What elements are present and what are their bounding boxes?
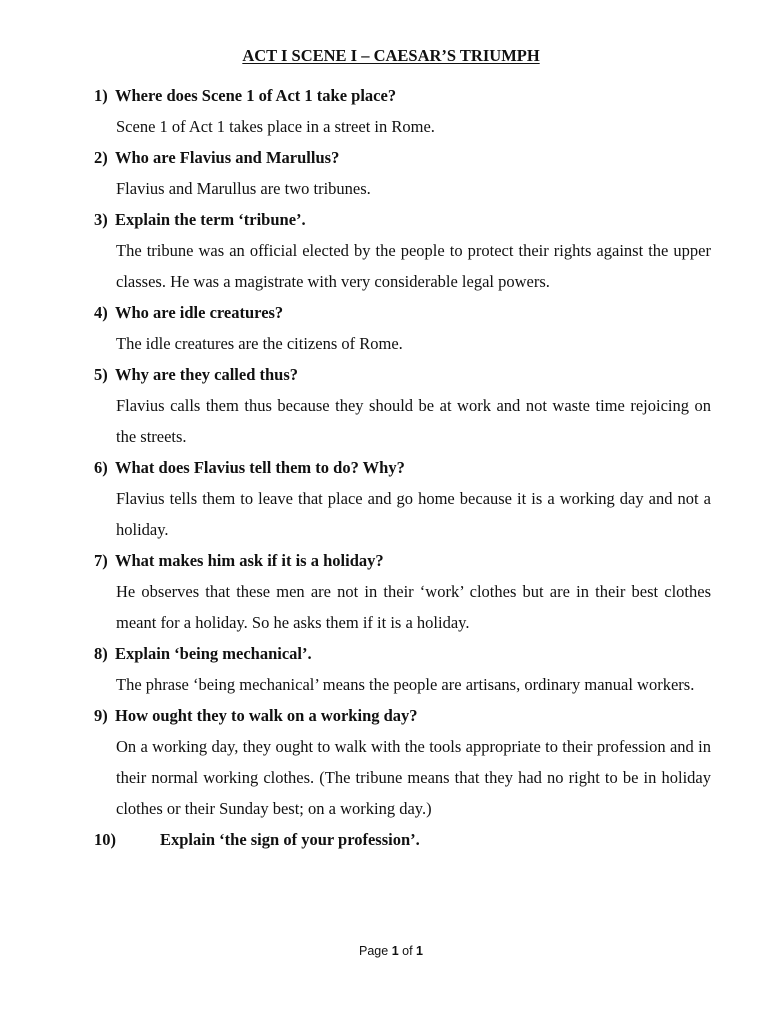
total-page-number: 1 (416, 944, 423, 958)
question-7 (0, 545, 768, 576)
question-text: How ought they to walk on a working day? (115, 706, 418, 725)
question-number: 4) (94, 303, 108, 322)
question-4 (0, 297, 768, 328)
question-text: Where does Scene 1 of Act 1 take place? (115, 86, 397, 105)
document-title: ACT I SCENE I – CAESAR’S TRIUMPH (242, 46, 540, 65)
question-text: Who are idle creatures? (115, 303, 284, 322)
question-2 (0, 142, 768, 173)
answer-6: Flavius tells them to leave that place and go home because it is a working day and not a holiday. (116, 489, 711, 539)
question-number: 7) (94, 551, 108, 570)
answer-7: He observes that these men are not in their ‘work’ clothes but are in their best clothes meant for a holiday. So he asks them if it is a holiday. (116, 582, 711, 632)
answer-4: The idle creatures are the citizens of Rome. (116, 334, 403, 353)
answer-2: Flavius and Marullus are two tribunes. (116, 179, 371, 198)
question-text: Explain ‘the sign of your profession’. (160, 830, 420, 849)
question-text: Why are they called thus? (115, 365, 299, 384)
question-number: 9) (94, 706, 108, 725)
question-3 (0, 204, 768, 235)
question-10 (0, 824, 768, 855)
answer-1: Scene 1 of Act 1 takes place in a street in Rome. (116, 117, 435, 136)
current-page-number: 1 (391, 944, 399, 958)
question-number: 5) (94, 365, 108, 384)
page-footer (0, 944, 768, 958)
question-number: 8) (94, 644, 108, 663)
answer-3: The tribune was an official elected by the people to protect their rights against the upper classes. He was a magistrate with very considerable legal powers. (116, 241, 711, 291)
question-9 (0, 700, 768, 731)
question-6 (0, 452, 768, 483)
answer-9: On a working day, they ought to walk with the tools appropriate to their profession and in their normal working clothes. (The tribune means that they had no right to be in holiday clothes or their Sunday best; on a working day.) (116, 737, 711, 818)
question-8 (0, 638, 768, 669)
answer-8: The phrase ‘being mechanical’ means the people are artisans, ordinary manual workers. (116, 675, 695, 694)
question-1 (0, 80, 768, 111)
question-number: 3) (94, 210, 108, 229)
page-label: Page (359, 944, 389, 958)
page-of-label: of (402, 944, 413, 958)
question-text: What makes him ask if it is a holiday? (115, 551, 384, 570)
question-text: Explain ‘being mechanical’. (115, 644, 312, 663)
question-text: Explain the term ‘tribune’. (115, 210, 306, 229)
question-5 (0, 359, 768, 390)
question-number: 10) (94, 830, 116, 849)
question-answer-list (0, 80, 768, 855)
answer-5: Flavius calls them thus because they should be at work and not waste time rejoicing on the streets. (116, 396, 711, 446)
question-text: Who are Flavius and Marullus? (115, 148, 340, 167)
question-number: 1) (94, 86, 108, 105)
question-number: 2) (94, 148, 108, 167)
question-number: 6) (94, 458, 108, 477)
question-text: What does Flavius tell them to do? Why? (115, 458, 405, 477)
